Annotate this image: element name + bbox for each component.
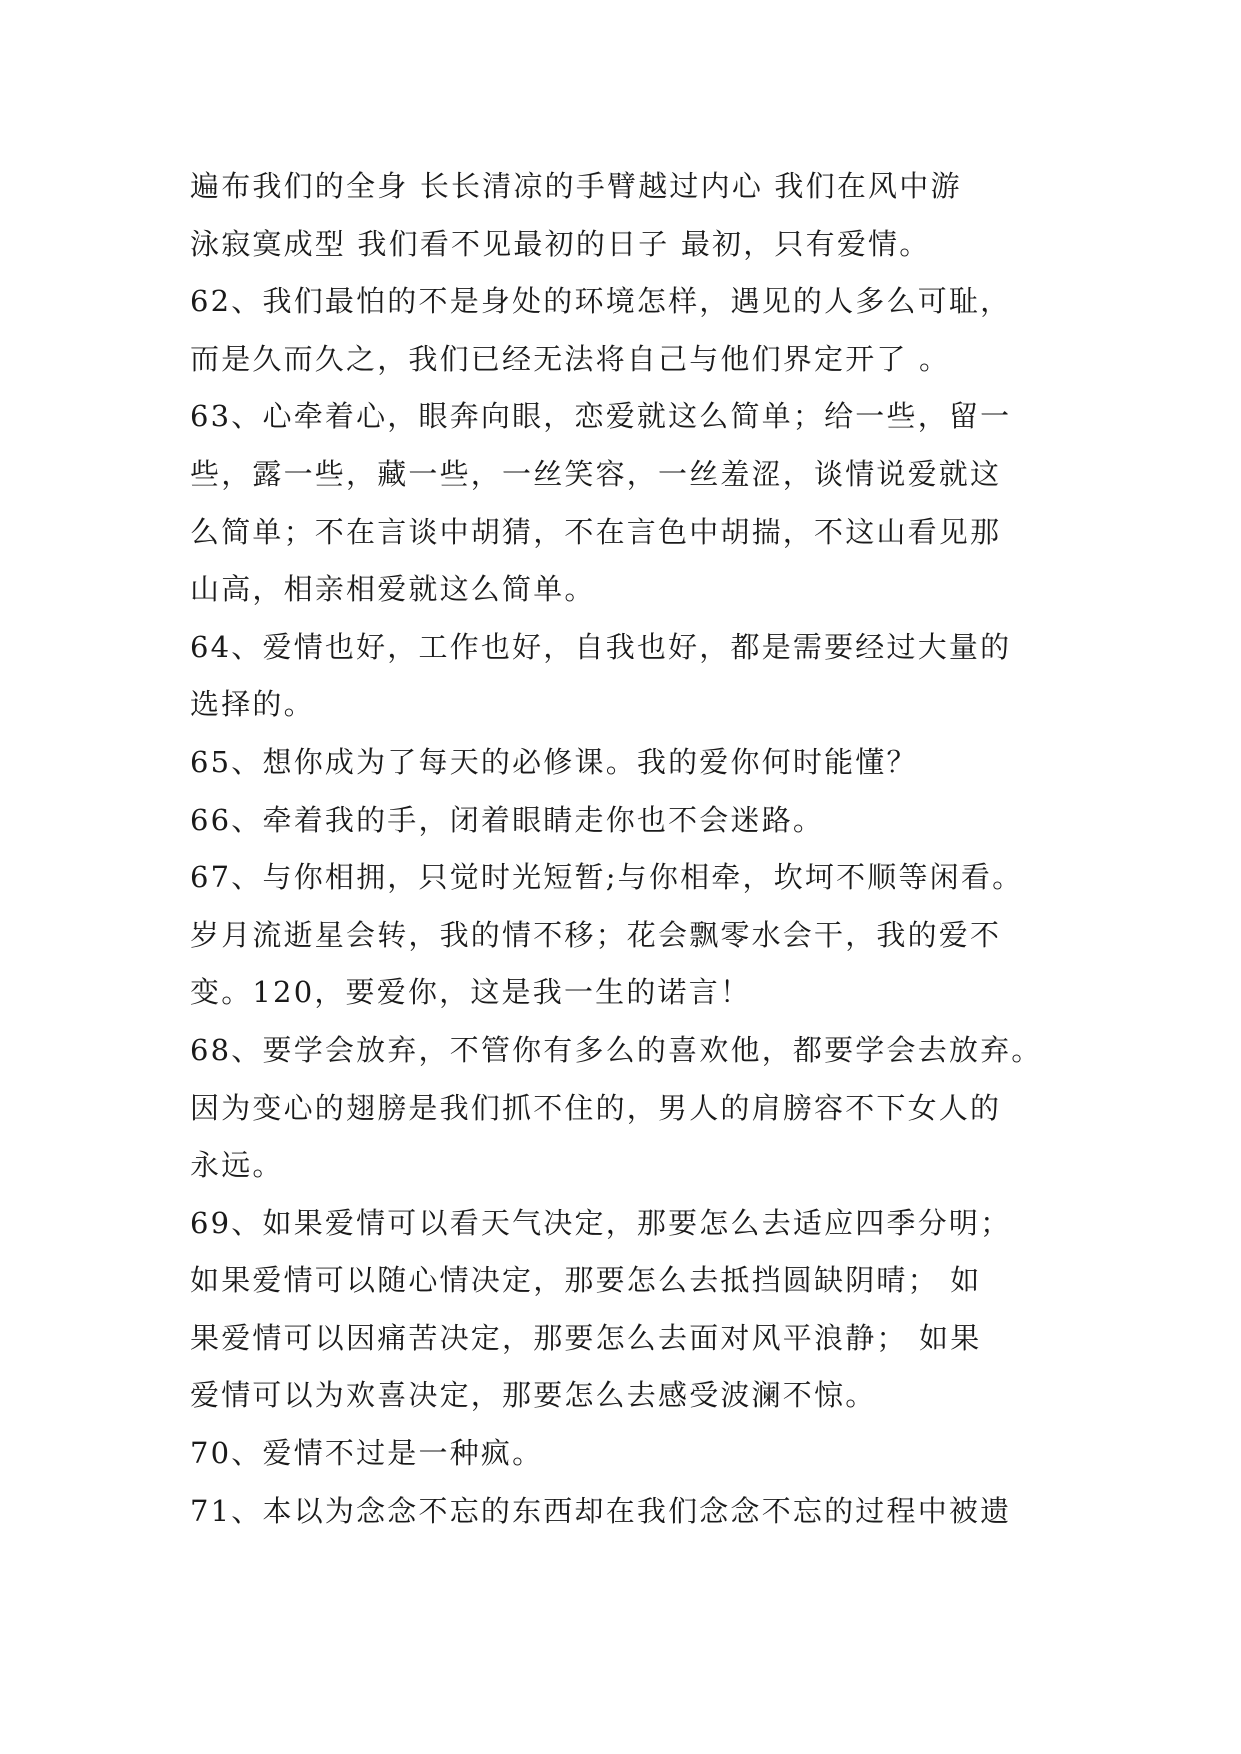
text-line: 山高，相亲相爱就这么简单。 xyxy=(190,572,596,607)
document-page xyxy=(190,158,1070,1540)
text-line: 62、我们最怕的不是身处的环境怎样，遇见的人多么可耻， xyxy=(190,284,1012,319)
text-line: 变。120，要爱你，这是我一生的诺言！ xyxy=(190,975,752,1010)
text-line: 因为变心的翅膀是我们抓不住的，男人的肩膀容不下女人的 xyxy=(190,1090,1002,1125)
text-line: 些，露一些，藏一些，一丝笑容，一丝羞涩，谈情说爱就这 xyxy=(190,456,1002,491)
text-line: 爱情可以为欢喜决定，那要怎么去感受波澜不惊。 xyxy=(190,1378,877,1413)
text-line: 遍布我们的全身 长长清凉的手臂越过内心 我们在风中游 xyxy=(190,169,962,203)
text-line: 果爱情可以因痛苦决定，那要怎么去面对风平浪静； 如果 xyxy=(190,1320,982,1355)
text-line: 泳寂寞成型 我们看不见最初的日子 最初，只有爱情。 xyxy=(190,226,931,261)
text-line: 如果爱情可以随心情决定，那要怎么去抵挡圆缺阴晴； 如 xyxy=(190,1263,982,1298)
text-line: 66、牵着我的手，闭着眼睛走你也不会迷路。 xyxy=(190,802,825,837)
text-line: 永远。 xyxy=(190,1148,284,1183)
text-line: 70、爱情不过是一种疯。 xyxy=(190,1436,544,1471)
text-line: 68、要学会放弃，不管你有多么的喜欢他，都要学会去放弃。 xyxy=(190,1032,1043,1067)
text-line: 选择的。 xyxy=(190,687,315,722)
text-line: 65、想你成为了每天的必修课。我的爱你何时能懂？ xyxy=(190,744,918,779)
text-line: 63、心牵着心，眼奔向眼，恋爱就这么简单；给一些，留一 xyxy=(190,399,1012,434)
text-line: 岁月流逝星会转，我的情不移；花会飘零水会干，我的爱不 xyxy=(190,917,1002,952)
text-line: 64、爱情也好，工作也好，自我也好，都是需要经过大量的 xyxy=(190,629,1012,664)
text-line: 么简单；不在言谈中胡猜，不在言色中胡揣，不这山看见那 xyxy=(190,514,1002,549)
text-line: 67、与你相拥，只觉时光短暂;与你相牵，坎坷不顺等闲看。 xyxy=(190,860,1024,895)
text-line: 而是久而久之，我们已经无法将自己与他们界定开了 。 xyxy=(190,341,951,376)
text-line: 69、如果爱情可以看天气决定，那要怎么去适应四季分明； xyxy=(190,1205,1012,1240)
text-line: 71、本以为念念不忘的东西却在我们念念不忘的过程中被遗 xyxy=(190,1493,1012,1528)
